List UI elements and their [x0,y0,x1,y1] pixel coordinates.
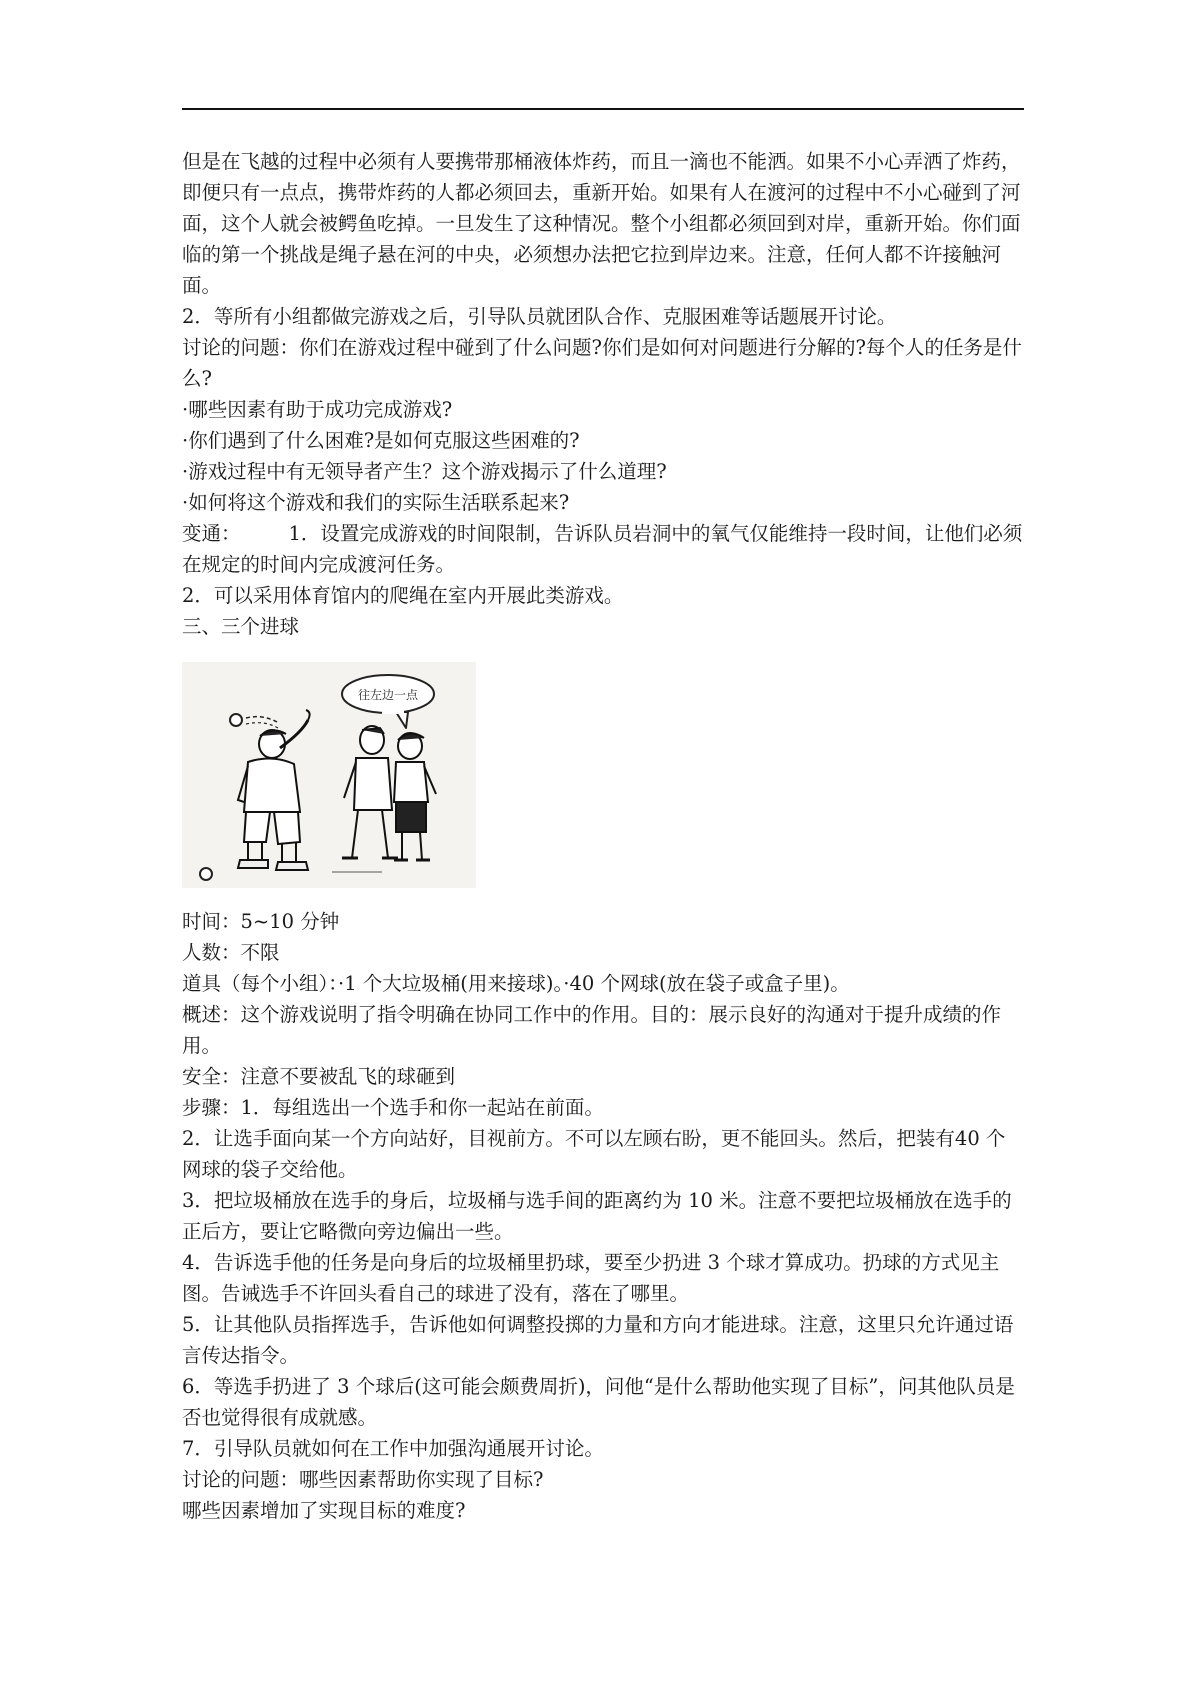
cartoon-drawing [182,662,476,888]
section-heading: 三、三个进球 [182,615,300,638]
step-item: 7．引导队员就如何在工作中加强沟通展开讨论。 [182,1437,604,1460]
variation-1: 1．设置完成游戏的时间限制，告诉队员岩洞中的氧气仅能维持一段时间，让他们必须在规定的时间内完成渡河任务。 [182,522,1023,576]
bullet-item: ·你们遇到了什么困难?是如何克服这些困难的? [182,429,580,452]
illustration-three-goals [182,662,476,888]
people-info: 人数：不限 [182,941,280,964]
ground-ball-icon [200,868,212,880]
variation-label: 变通： [182,522,241,545]
bullet-item: ·如何将这个游戏和我们的实际生活联系起来? [182,491,570,514]
step-item: 5．让其他队员指挥选手，告诉他如何调整投掷的力量和方向才能进球。注意，这里只允许通过语言传达指令。 [182,1313,1014,1367]
props-info: 道具（每个小组）：·1 个大垃圾桶(用来接球)。·40 个网球(放在袋子或盒子里)。 [182,972,850,995]
step-2: 2．等所有小组都做完游戏之后，引导队员就团队合作、克服困难等话题展开讨论。 [182,305,897,328]
step-item: 步骤：1．每组选出一个选手和你一起站在前面。 [182,1096,604,1119]
header-rule [182,108,1024,110]
paragraph-continued: 但是在飞越的过程中必须有人要携带那桶液体炸药，而且一滴也不能洒。如果不小心弄洒了炸药，即便只有一点点，携带炸药的人都必须回去，重新开始。如果有人在渡河的过程中不小心碰到了河面，这个人就会被鳄鱼吃掉。一旦发生了这种情况。整个小组都必须回到对岸，重新开始。你们面临的第一个挑战是绳子悬在河的中央，必须想办法把它拉到岸边来。注意，任何人都不许接触河面。 [182,150,1021,297]
step-item: 2．让选手面向某一个方向站好，目视前方。不可以左顾右盼，更不能回头。然后，把装有40 个网球的袋子交给他。 [182,1127,1006,1181]
section-three-goals-details [182,906,1024,1526]
discussion-question: 讨论的问题：哪些因素帮助你实现了目标? [182,1468,544,1491]
safety-info: 安全：注意不要被乱飞的球砸到 [182,1065,456,1088]
discussion-questions: 讨论的问题：你们在游戏过程中碰到了什么问题?你们是如何对问题进行分解的?每个人的任务是什么? [182,336,1022,390]
ball-icon [230,714,242,726]
step-item: 6．等选手扔进了 3 个球后(这可能会颇费周折)，问他“是什么帮助他实现了目标”，问其他队员是否也觉得很有成就感。 [182,1375,1015,1429]
overview-info: 概述：这个游戏说明了指令明确在协同工作中的作用。目的：展示良好的沟通对于提升成绩的作用。 [182,1003,1002,1057]
time-info: 时间：5~10 分钟 [182,910,340,933]
step-item: 4．告诉选手他的任务是向身后的垃圾桶里扔球，要至少扔进 3 个球才算成功。扔球的方式见主图。告诫选手不许回头看自己的球进了没有，落在了哪里。 [182,1251,1000,1305]
section-crossing-river [182,146,1024,642]
speech-bubble-text: 往左边一点 [357,688,419,702]
discussion-question: 哪些因素增加了实现目标的难度? [182,1499,466,1522]
step-item: 3．把垃圾桶放在选手的身后，垃圾桶与选手间的距离约为 10 米。注意不要把垃圾桶放在选手的正后方，要让它略微向旁边偏出一些。 [182,1189,1012,1243]
bullet-item: ·游戏过程中有无领导者产生？这个游戏揭示了什么道理? [182,460,667,483]
variation [182,518,1024,580]
variation-2: 2．可以采用体育馆内的爬绳在室内开展此类游戏。 [182,584,624,607]
bullet-item: ·哪些因素有助于成功完成游戏? [182,398,453,421]
